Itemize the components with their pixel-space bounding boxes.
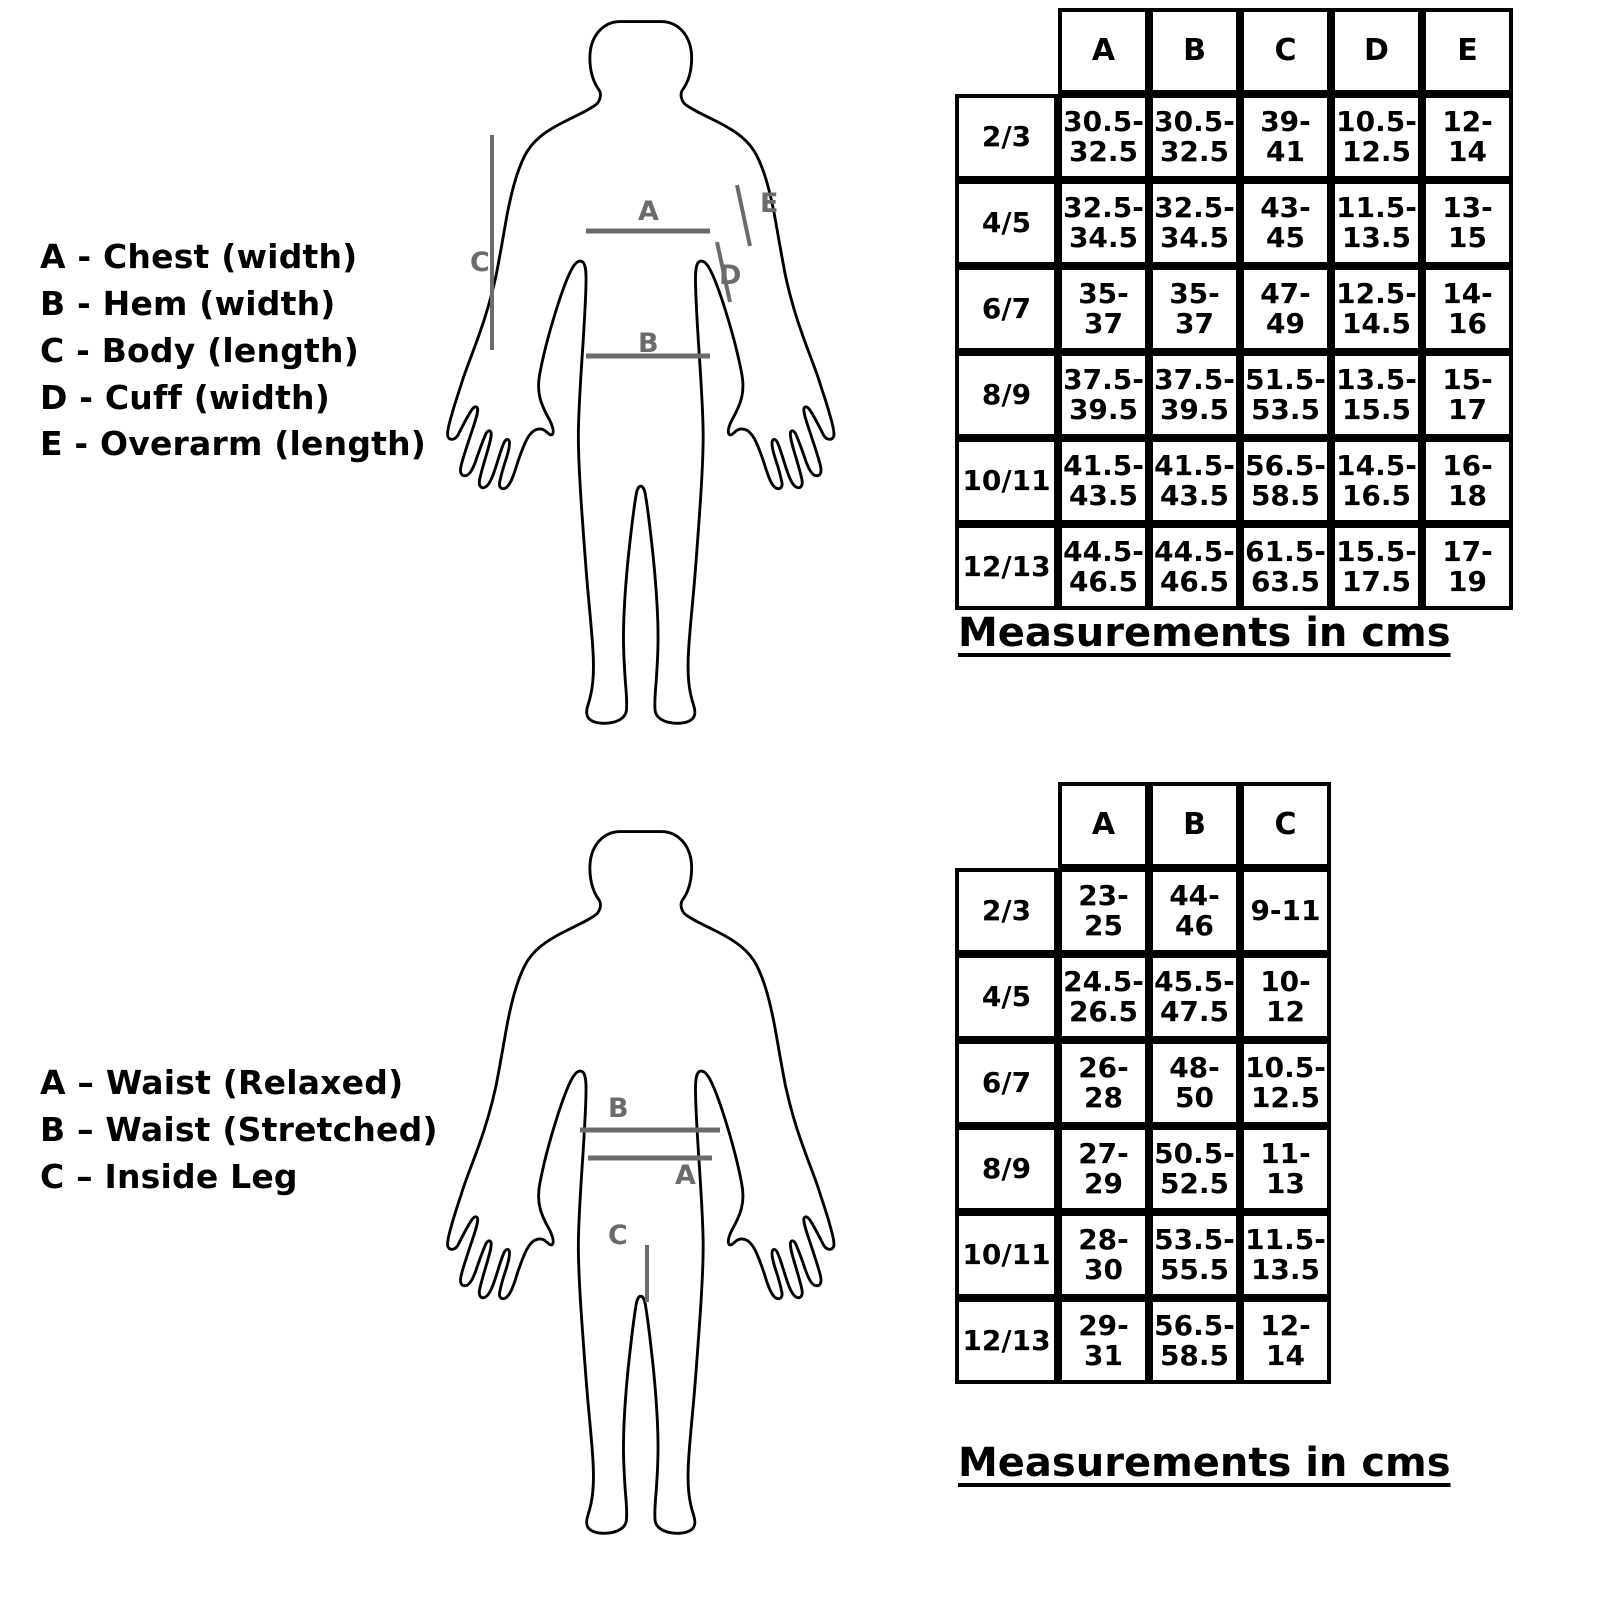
- cell-a: 28-30: [1058, 1212, 1149, 1298]
- cell-b: 56.5- 58.5: [1149, 1298, 1240, 1384]
- table-header-row: [955, 782, 1331, 868]
- cell-size: 4/5: [955, 180, 1058, 266]
- legend-item-inside-leg: C – Inside Leg: [40, 1156, 298, 1196]
- header-d: D: [1331, 8, 1422, 94]
- table-row: [955, 954, 1331, 1040]
- cell-e: 16-18: [1422, 438, 1513, 524]
- legend-item-overarm: E - Overarm (length): [40, 424, 427, 464]
- cell-d: 14.5- 16.5: [1331, 438, 1422, 524]
- size-table-bottom: [955, 782, 1331, 1384]
- cell-b: 50.5- 52.5: [1149, 1126, 1240, 1212]
- cell-b: 41.5- 43.5: [1149, 438, 1240, 524]
- cell-b: 45.5- 47.5: [1149, 954, 1240, 1040]
- figure-label-e: E: [760, 188, 779, 219]
- table-row: [955, 1126, 1331, 1212]
- cell-a: 27-29: [1058, 1126, 1149, 1212]
- cell-a: 30.5- 32.5: [1058, 94, 1149, 180]
- cell-e: 15-17: [1422, 352, 1513, 438]
- cell-a: 26-28: [1058, 1040, 1149, 1126]
- legend-item-cuff: D - Cuff (width): [40, 377, 331, 417]
- cell-e: 12-14: [1422, 94, 1513, 180]
- cell-a: 44.5- 46.5: [1058, 524, 1149, 610]
- cell-d: 11.5- 13.5: [1331, 180, 1422, 266]
- header-c: C: [1240, 8, 1331, 94]
- figure-label-a: A: [675, 1160, 696, 1191]
- cell-size: 10/11: [955, 1212, 1058, 1298]
- body-outline-svg: [440, 10, 860, 770]
- table-row: [955, 524, 1513, 610]
- cell-c: 43-45: [1240, 180, 1331, 266]
- top-legend: [40, 234, 426, 468]
- figure-label-b: B: [638, 328, 659, 359]
- cell-e: 17-19: [1422, 524, 1513, 610]
- cell-e: 14-16: [1422, 266, 1513, 352]
- table-row: [955, 94, 1513, 180]
- cell-size: 10/11: [955, 438, 1058, 524]
- cell-c: 39-41: [1240, 94, 1331, 180]
- cell-d: 12.5- 14.5: [1331, 266, 1422, 352]
- legend-item-waist-relaxed: A – Waist (Relaxed): [40, 1063, 404, 1102]
- header-c: C: [1240, 782, 1331, 868]
- cell-size: 8/9: [955, 352, 1058, 438]
- cell-c: 56.5- 58.5: [1240, 438, 1331, 524]
- table-row: [955, 1298, 1331, 1384]
- figure-label-d: D: [719, 260, 742, 291]
- cell-d: 15.5- 17.5: [1331, 524, 1422, 610]
- cell-size: 8/9: [955, 1126, 1058, 1212]
- figure-label-a: A: [638, 196, 659, 227]
- cell-e: 13-15: [1422, 180, 1513, 266]
- measure-line-e: [737, 185, 750, 246]
- cell-c: 61.5- 63.5: [1240, 524, 1331, 610]
- cell-a: 32.5- 34.5: [1058, 180, 1149, 266]
- legend-item-hem: B - Hem (width): [40, 283, 336, 323]
- cell-a: 41.5- 43.5: [1058, 438, 1149, 524]
- body-outline-svg: [440, 790, 860, 1590]
- cell-c: 10-12: [1240, 954, 1331, 1040]
- cell-a: 29-31: [1058, 1298, 1149, 1384]
- table-header-row: [955, 8, 1513, 94]
- table-row: [955, 266, 1513, 352]
- cell-b: 37.5- 39.5: [1149, 352, 1240, 438]
- legend-item-body: C - Body (length): [40, 330, 359, 370]
- cell-c: 11-13: [1240, 1126, 1331, 1212]
- cell-b: 30.5- 32.5: [1149, 94, 1240, 180]
- cell-size: 4/5: [955, 954, 1058, 1040]
- body-figure-front-top: [440, 10, 860, 770]
- cell-size: 12/13: [955, 1298, 1058, 1384]
- header-b: B: [1149, 8, 1240, 94]
- header-a: A: [1058, 8, 1149, 94]
- cell-a: 37.5- 39.5: [1058, 352, 1149, 438]
- cell-size: 6/7: [955, 266, 1058, 352]
- table-row: [955, 180, 1513, 266]
- header-size: [955, 8, 1058, 94]
- cell-b: 53.5- 55.5: [1149, 1212, 1240, 1298]
- bottom-legend: [40, 1060, 438, 1201]
- cell-b: 32.5- 34.5: [1149, 180, 1240, 266]
- caption-measurements-top: Measurements in cms: [958, 610, 1451, 656]
- cell-size: 6/7: [955, 1040, 1058, 1126]
- table-row: [955, 352, 1513, 438]
- cell-b: 44-46: [1149, 868, 1240, 954]
- figure-label-c: C: [470, 247, 490, 278]
- header-a: A: [1058, 782, 1149, 868]
- header-size: [955, 782, 1058, 868]
- cell-d: 10.5- 12.5: [1331, 94, 1422, 180]
- cell-c: 12-14: [1240, 1298, 1331, 1384]
- cell-a: 23-25: [1058, 868, 1149, 954]
- cell-b: 35-37: [1149, 266, 1240, 352]
- figure-label-c: C: [608, 1220, 628, 1251]
- cell-size: 2/3: [955, 868, 1058, 954]
- table-row: [955, 1212, 1331, 1298]
- cell-c: 9-11: [1240, 868, 1331, 954]
- cell-a: 35-37: [1058, 266, 1149, 352]
- table-row: [955, 438, 1513, 524]
- figure-label-b: B: [608, 1093, 629, 1124]
- legend-item-chest: A - Chest (width): [40, 237, 358, 276]
- table-row: [955, 868, 1331, 954]
- header-b: B: [1149, 782, 1240, 868]
- cell-size: 12/13: [955, 524, 1058, 610]
- table-row: [955, 1040, 1331, 1126]
- cell-c: 51.5- 53.5: [1240, 352, 1331, 438]
- cell-size: 2/3: [955, 94, 1058, 180]
- legend-item-waist-stretched: B – Waist (Stretched): [40, 1109, 438, 1149]
- size-table-top: [955, 8, 1513, 610]
- cell-b: 44.5- 46.5: [1149, 524, 1240, 610]
- cell-d: 13.5- 15.5: [1331, 352, 1422, 438]
- caption-measurements-bottom: Measurements in cms: [958, 1440, 1451, 1486]
- cell-c: 47-49: [1240, 266, 1331, 352]
- body-figure-front-bottom: [440, 790, 860, 1590]
- cell-c: 11.5- 13.5: [1240, 1212, 1331, 1298]
- header-e: E: [1422, 8, 1513, 94]
- cell-b: 48-50: [1149, 1040, 1240, 1126]
- cell-a: 24.5- 26.5: [1058, 954, 1149, 1040]
- cell-c: 10.5- 12.5: [1240, 1040, 1331, 1126]
